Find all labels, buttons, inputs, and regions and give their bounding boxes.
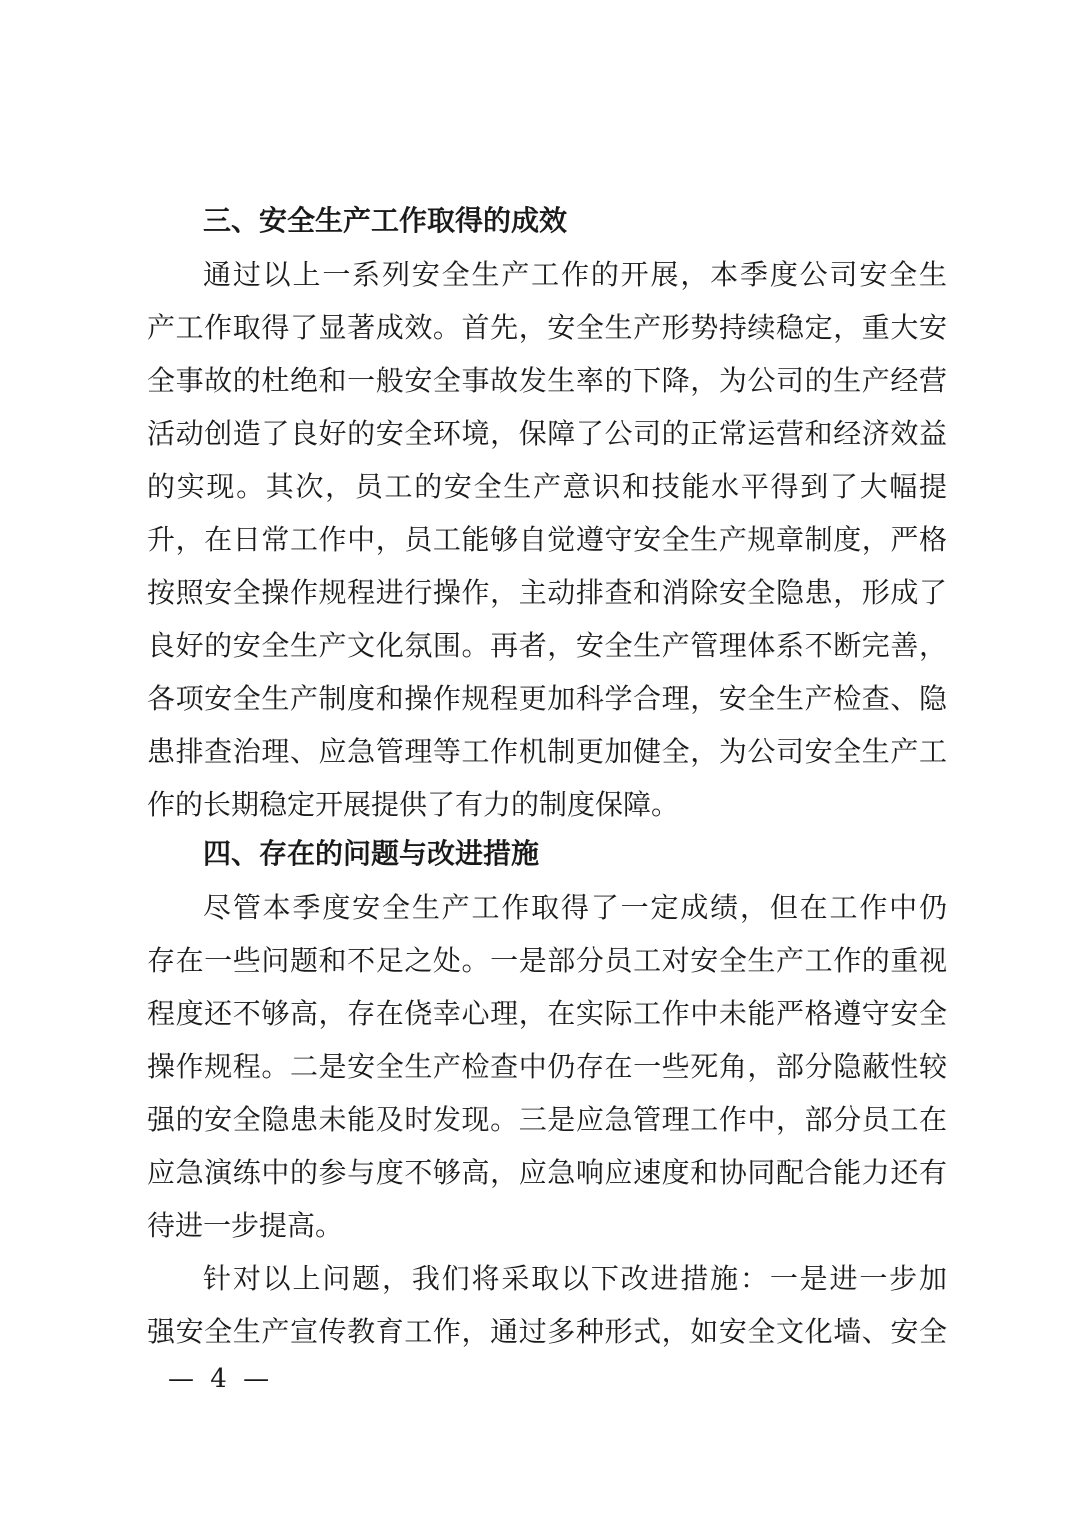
paragraph-line: 应急演练中的参与度不够高，应急响应速度和协同配合能力还有 xyxy=(147,1156,947,1189)
paragraph-line: 升，在日常工作中，员工能够自觉遵守安全生产规章制度，严格 xyxy=(147,523,947,556)
paragraph-line: 按照安全操作规程进行操作，主动排查和消除安全隐患，形成了 xyxy=(147,576,947,609)
paragraph-line: 的实现。其次，员工的安全生产意识和技能水平得到了大幅提 xyxy=(147,470,947,503)
paragraph-line: 通过以上一系列安全生产工作的开展，本季度公司安全生 xyxy=(203,258,947,291)
paragraph-line: 产工作取得了显著成效。首先，安全生产形势持续稳定，重大安 xyxy=(147,311,947,344)
paragraph-line: 各项安全生产制度和操作规程更加科学合理，安全生产检查、隐 xyxy=(147,682,947,715)
paragraph-line: 良好的安全生产文化氛围。再者，安全生产管理体系不断完善， xyxy=(147,629,947,662)
paragraph-line: 全事故的杜绝和一般安全事故发生率的下降，为公司的生产经营 xyxy=(147,364,947,397)
paragraph-line: 存在一些问题和不足之处。一是部分员工对安全生产工作的重视 xyxy=(147,944,947,977)
paragraph-line: 作的长期稳定开展提供了有力的制度保障。 xyxy=(147,788,680,821)
paragraph-line: 活动创造了良好的安全环境，保障了公司的正常运营和经济效益 xyxy=(147,417,947,450)
paragraph-line: 待进一步提高。 xyxy=(147,1209,344,1242)
section-heading-4: 四、存在的问题与改进措施 xyxy=(203,837,540,870)
paragraph-line: 强的安全隐患未能及时发现。三是应急管理工作中，部分员工在 xyxy=(147,1103,947,1136)
paragraph-line: 程度还不够高，存在侥幸心理，在实际工作中未能严格遵守安全 xyxy=(147,997,947,1030)
paragraph-line: 尽管本季度安全生产工作取得了一定成绩，但在工作中仍 xyxy=(203,891,947,924)
paragraph-line: 操作规程。二是安全生产检查中仍存在一些死角，部分隐蔽性较 xyxy=(147,1050,947,1083)
section-heading-3: 三、安全生产工作取得的成效 xyxy=(203,204,568,237)
paragraph-line: 患排查治理、应急管理等工作机制更加健全，为公司安全生产工 xyxy=(147,735,947,768)
paragraph-line: 针对以上问题，我们将采取以下改进措施：一是进一步加 xyxy=(203,1262,947,1295)
page-number: — 4 — xyxy=(168,1364,274,1394)
paragraph-line: 强安全生产宣传教育工作，通过多种形式，如安全文化墙、安全 xyxy=(147,1315,947,1348)
